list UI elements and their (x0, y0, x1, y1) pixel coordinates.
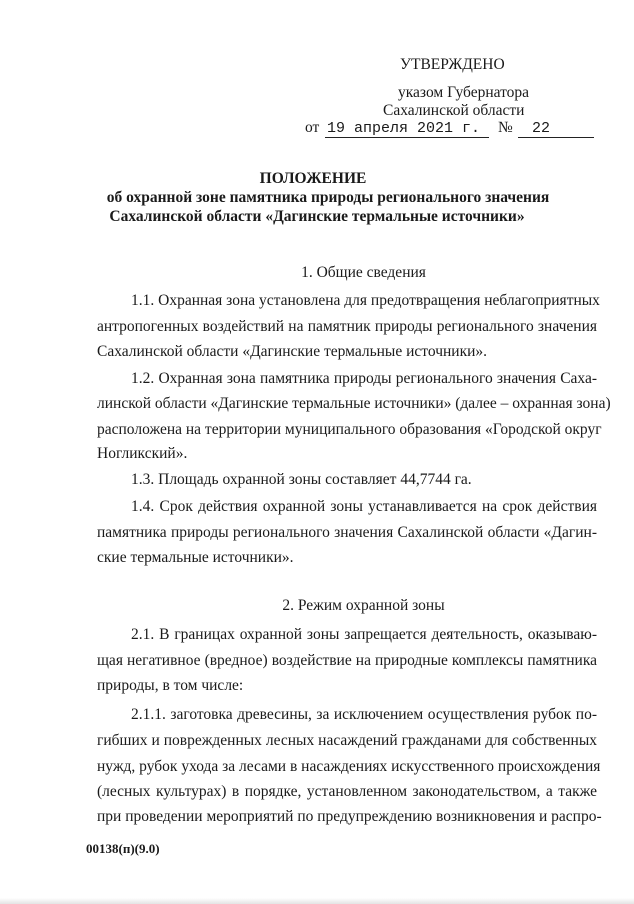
section-1-line: 1.2. Охранная зона памятника природы регионального значения Саха- (131, 370, 597, 387)
number-underline (518, 137, 594, 138)
scan-edge (0, 898, 634, 904)
section-2-line: природы, в том числе: (97, 677, 244, 694)
section-1-line: 1.4. Срок действия охранной зоны устанавливается на срок действия (131, 498, 597, 515)
approval-label: УТВЕРЖДЕНО (400, 56, 505, 73)
section-1-line: линской области «Дагинские термальные источники» (далее – охранная зона) (97, 395, 611, 412)
section-1-line: 1.3. Площадь охранной зоны составляет 44,7744 га. (131, 471, 472, 488)
section-2-line: при проведении мероприятий по предупреждению возникновения и распро- (97, 808, 602, 825)
region-line: Сахалинской области (383, 102, 525, 119)
section-1-line: Ногликский». (97, 445, 188, 462)
section-2-line: гибших и поврежденных лесных насаждений гражданами для собственных (97, 732, 597, 749)
section-2-line: нужд, рубок ухода за лесами в насаждениях искусственного происхождения (97, 758, 601, 775)
date-prefix: от (305, 119, 320, 136)
section-1-heading: 1. Общие сведения (301, 264, 426, 281)
document-title: ПОЛОЖЕНИЕ (259, 170, 367, 187)
section-2-line: щая негативное (вредное) воздействие на природные комплексы памятника (97, 652, 597, 669)
section-1-line: памятника природы регионального значения Сахалинской области «Дагин- (97, 524, 597, 541)
section-1-line: ские термальные источники». (97, 549, 294, 566)
section-1-line: антропогенных воздействий на памятник природы регионального значения (97, 318, 597, 335)
title-line-3: Сахалинской области «Дагинские термальные источники» (109, 208, 525, 225)
document-code: 00138(п)(9.0) (86, 841, 160, 856)
title-line-2: об охранной зоне памятника природы регионального значения (106, 189, 550, 206)
section-1-line: 1.1. Охранная зона установлена для предотвращения неблагоприятных (131, 292, 600, 309)
section-2-heading: 2. Режим охранной зоны (282, 597, 445, 614)
number-value: 22 (532, 120, 551, 137)
date-underline (325, 137, 489, 138)
section-1-line: Сахалинской области «Дагинские термальные источники». (97, 343, 488, 360)
section-2-line: 2.1.1. заготовка древесины, за исключением осуществления рубок по- (131, 706, 597, 723)
number-prefix: № (498, 119, 513, 136)
date-value: 19 апреля 2021 г. (327, 120, 481, 137)
section-2-line: 2.1. В границах охранной зоны запрещается деятельность, оказываю- (131, 626, 597, 643)
section-2-line: (лесных культурах) в порядке, установленном законодательством, а также (97, 783, 597, 800)
decree-line: указом Губернатора (398, 84, 530, 101)
section-1-line: расположена на территории муниципального образования «Городской округ (97, 421, 602, 438)
